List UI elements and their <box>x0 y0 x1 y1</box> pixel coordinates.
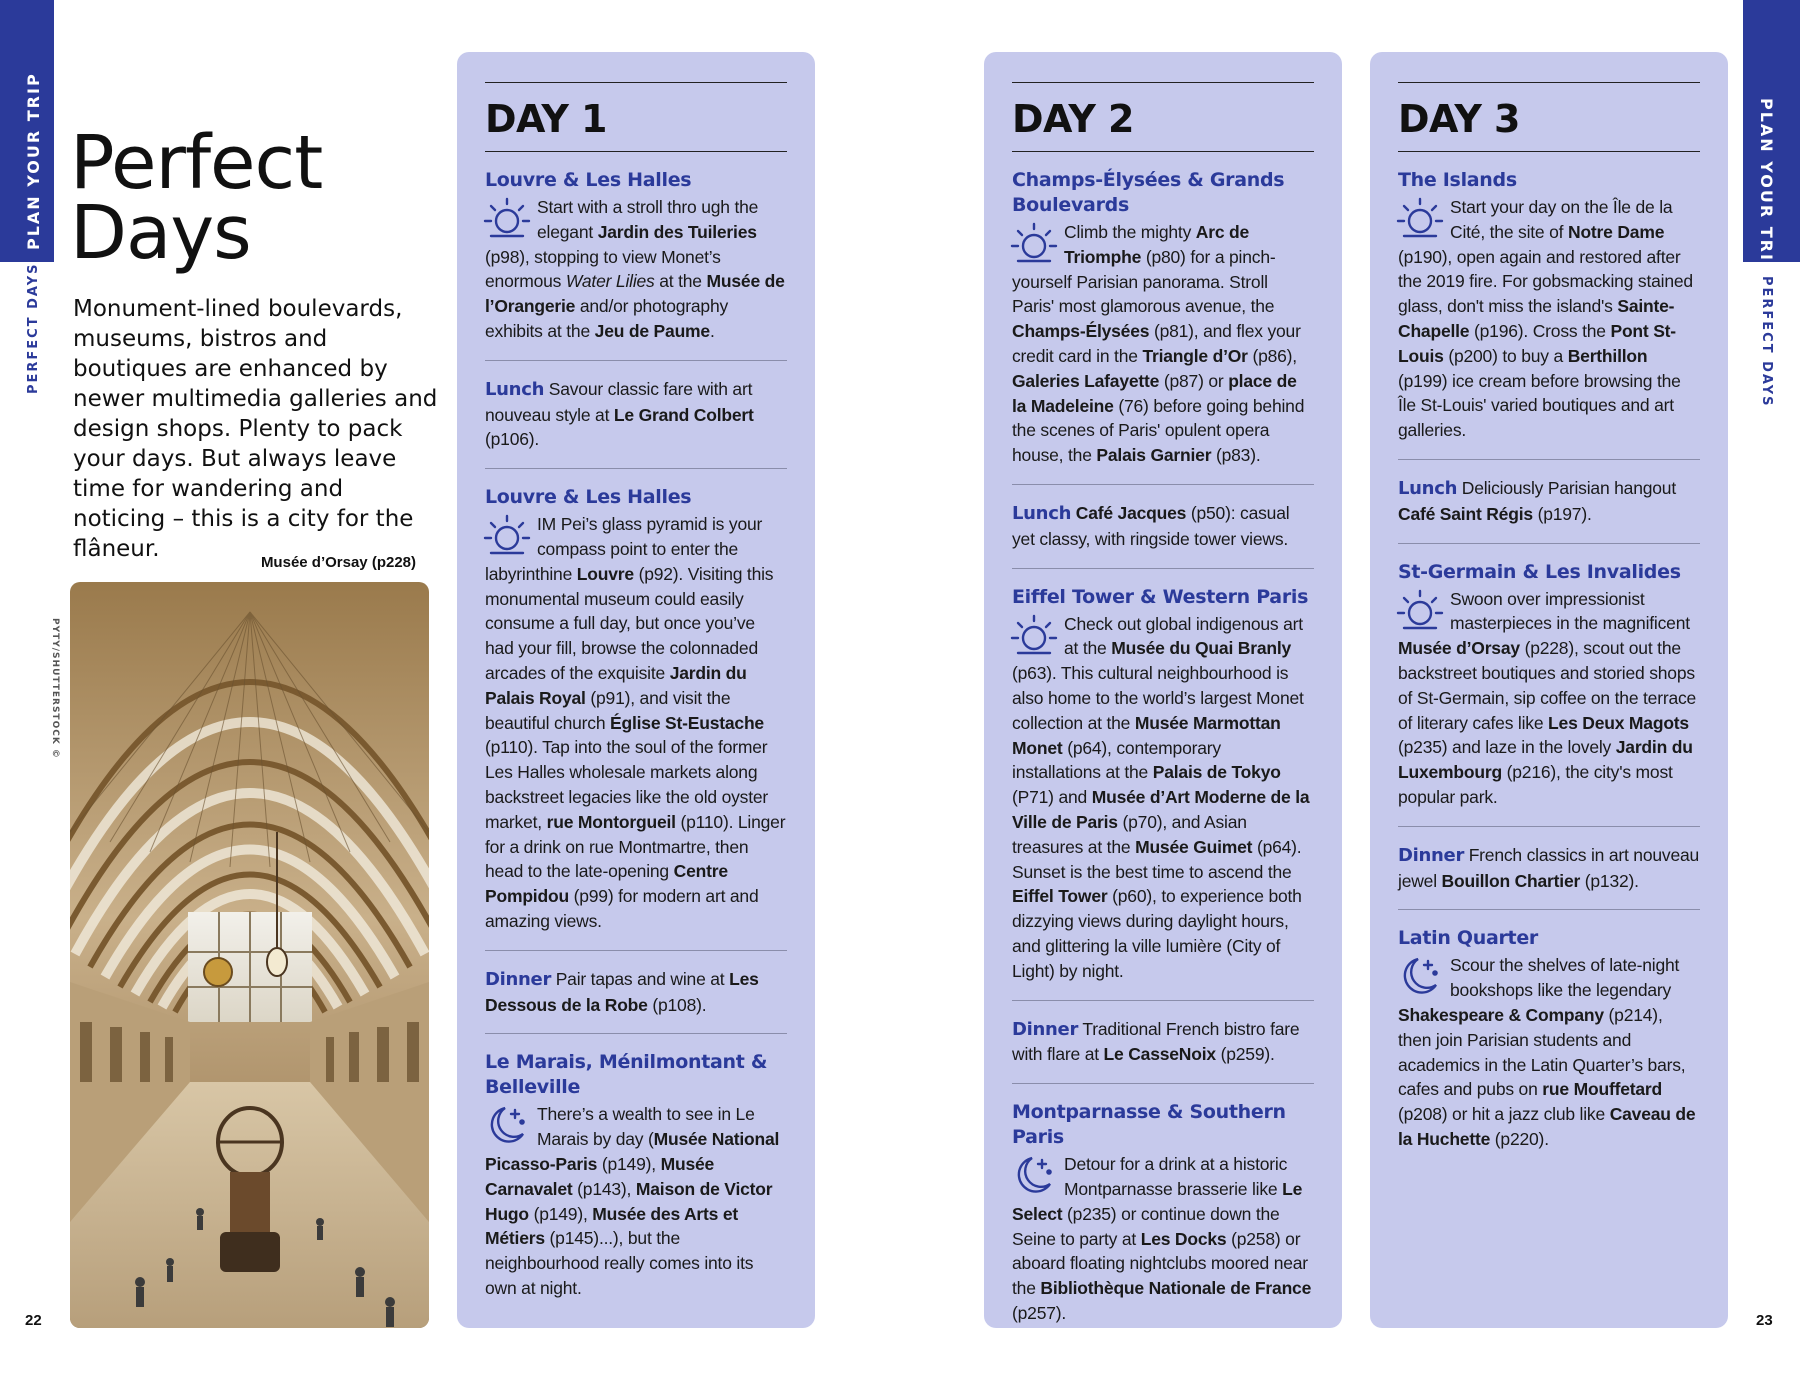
text-segment: (p86), <box>1247 345 1297 366</box>
meal-block-dinner <box>485 967 787 1035</box>
place-name: Le CasseNoix <box>1103 1044 1216 1065</box>
text-segment: French classics in art nouveau jewel <box>1398 844 1700 891</box>
sun-icon <box>1010 220 1058 264</box>
text-segment: Traditional French bistro fare with flare at <box>1012 1018 1300 1065</box>
text-segment: . <box>709 320 715 341</box>
meal-label: Lunch <box>1398 477 1458 499</box>
place-name: Le Select <box>1012 1178 1303 1224</box>
place-name: Palais Garnier <box>1096 445 1212 466</box>
block-text <box>485 195 787 344</box>
block-text <box>1398 843 1700 894</box>
text-segment: and/or photography exhibits at the <box>485 296 729 341</box>
text-segment: Start your day on the Île de la Cité, the site of <box>1450 197 1673 242</box>
day-title: DAY 3 <box>1398 82 1700 152</box>
place-name: Musée des Arts et Métiers <box>485 1203 739 1249</box>
block-heading: Champs-Élysées & Grands Boulevards <box>1012 169 1285 216</box>
sun-icon <box>1396 195 1444 239</box>
text-segment: (p92). Visiting this monumental museum could easily consume a full day, but once you’ve had your fill, browse the colonnaded arcades of the exquisite <box>485 563 774 683</box>
sun-icon <box>1010 612 1058 656</box>
place-name: Champs-Élysées <box>1012 321 1150 342</box>
day-card-1 <box>457 52 815 1328</box>
block-heading: Le Marais, Ménilmontant & Belleville <box>485 1051 768 1099</box>
place-name: Caveau de la Huchette <box>1398 1104 1696 1149</box>
block-heading: Louvre & Les Halles <box>485 169 692 191</box>
place-name: Palais de Tokyo <box>1152 762 1281 783</box>
text-segment: (p83). <box>1211 445 1261 466</box>
place-name: Jardin des Tuileries <box>597 221 757 242</box>
text-segment: (p259). <box>1215 1044 1275 1065</box>
musee-dorsay-photo <box>70 582 429 1328</box>
day-title: DAY 1 <box>485 82 787 152</box>
text-segment: (p258) or aboard floating nightclubs moored near the <box>1012 1228 1308 1299</box>
meal-label: Lunch <box>485 378 545 400</box>
text-segment: (p91), and visit the beautiful church <box>485 687 731 733</box>
meal-label: Dinner <box>1012 1018 1079 1040</box>
text-segment: (p200) to buy a <box>1443 345 1568 366</box>
text-segment: at the <box>654 271 707 292</box>
place-name: Les Docks <box>1140 1228 1227 1249</box>
text-segment: (p87) or <box>1159 370 1229 391</box>
text-segment: (p50): casual yet classy, with ringside tower views. <box>1012 502 1290 549</box>
text-segment: (p216), the city's most popular park. <box>1398 762 1673 807</box>
place-name: Notre Dame <box>1568 221 1665 242</box>
moon-icon <box>1396 953 1444 997</box>
place-name: rue Mouffetard <box>1542 1079 1662 1100</box>
text-segment: (p99) for modern art and amazing views. <box>485 886 759 931</box>
block-heading: Eiffel Tower & Western Paris <box>1012 585 1309 608</box>
place-name: Église St-Eustache <box>610 712 764 733</box>
place-name: Musée Guimet <box>1135 836 1253 857</box>
text-segment: (p60), to experience both dizzying views during daylight hours, and glittering la ville lumière (City of Light) by night. <box>1012 886 1302 981</box>
block-text <box>1012 501 1314 552</box>
place-name: Triangle d’Or <box>1142 345 1248 366</box>
place-name: Musée National Picasso-Paris <box>485 1129 780 1174</box>
sun-icon <box>483 512 531 556</box>
place-name: Galeries Lafayette <box>1012 370 1160 391</box>
block-text <box>485 1102 787 1300</box>
meal-block-lunch <box>1012 501 1314 569</box>
day-title: DAY 2 <box>1012 82 1314 152</box>
page-number-right: 23 <box>1756 1312 1773 1329</box>
place-name: Eiffel Tower <box>1012 886 1108 907</box>
itinerary-block <box>485 485 787 951</box>
meal-label: Dinner <box>485 968 552 990</box>
place-name: Jeu de Paume <box>594 320 710 341</box>
text-segment: (p63). This cultural neighbourhood is also home to the world’s largest Monet collection at the <box>1012 663 1304 733</box>
itinerary-block <box>485 1050 787 1316</box>
text-segment: (p108). <box>647 994 707 1015</box>
block-text <box>1398 953 1700 1151</box>
place-name: Musée Carnavalet <box>485 1153 715 1199</box>
place-name: Maison de Victor Hugo <box>485 1178 773 1224</box>
text-segment: (p98), stopping to view Monet’s enormous <box>485 246 721 292</box>
side-tab-perfect-days-left: PERFECT DAYS <box>26 262 41 394</box>
place-name: place de la Madeleine <box>1012 370 1297 416</box>
block-heading: St-Germain & Les Invalides <box>1398 560 1681 583</box>
place-name: Jardin du Palais Royal <box>485 662 747 708</box>
side-tab-perfect-days-right: PERFECT DAYS <box>1759 276 1774 408</box>
text-segment: (p64), contemporary installations at the <box>1012 737 1221 783</box>
itinerary-block <box>1012 585 1314 1001</box>
meal-block-lunch <box>485 377 787 469</box>
text-segment: Check out global indigenous art at the <box>1064 613 1303 659</box>
place-name: Sainte-Chapelle <box>1398 296 1675 341</box>
place-name: rue Montorgueil <box>546 811 676 832</box>
meal-block-dinner <box>1012 1017 1314 1085</box>
block-text <box>1012 1017 1314 1068</box>
itinerary-block <box>1012 168 1314 485</box>
itinerary-block <box>1012 1100 1314 1328</box>
day-blocks <box>1398 168 1700 1168</box>
page-title-line1: Perfect <box>70 120 323 206</box>
text-segment: (p208) or hit a jazz club like <box>1398 1104 1610 1125</box>
text-segment: (p106). <box>485 429 540 450</box>
block-text <box>1398 587 1700 810</box>
text-segment: (p235) or continue down the Seine to party at <box>1012 1203 1280 1249</box>
text-segment: (p190), open again and restored after the 2019 fire. For gobsmacking stained glass, don't miss the island's <box>1398 246 1693 317</box>
side-tab-plan-your-trip-left: PLAN YOUR TRIP <box>24 72 43 250</box>
place-name: Louvre <box>576 563 634 584</box>
block-text <box>485 377 787 452</box>
text-segment: (p145)...), but the neighbourhood really comes into its own at night. <box>485 1228 754 1298</box>
place-name: Berthillon <box>1567 345 1648 366</box>
day-card-2 <box>984 52 1342 1328</box>
text-segment: IM Pei’s glass pyramid is your compass point to enter the labyrinthine <box>485 514 763 584</box>
text-segment: Detour for a drink at a historic Montparnasse brasserie like <box>1064 1154 1288 1199</box>
side-tab-plan-your-trip-right: PLAN YOUR TRIP <box>1757 98 1776 276</box>
meal-block-lunch <box>1398 476 1700 544</box>
place-name: Jardin du Luxembourg <box>1398 737 1693 783</box>
block-heading: Montparnasse & Southern Paris <box>1012 1101 1286 1149</box>
text-segment: (p196). Cross the <box>1469 320 1611 341</box>
itinerary-block <box>1398 560 1700 827</box>
day-blocks <box>1012 168 1314 1328</box>
place-name: Les Deux Magots <box>1548 712 1689 733</box>
text-segment: (p132). <box>1580 870 1639 891</box>
place-name: Musée du Quai Branly <box>1111 638 1292 659</box>
text-segment: There’s a wealth to see in Le Marais by day ( <box>537 1104 755 1150</box>
text-segment: Climb the mighty <box>1064 222 1196 242</box>
meal-label: Dinner <box>1398 844 1465 866</box>
text-segment: (p70), and Asian treasures at the <box>1012 811 1247 857</box>
place-name: Centre Pompidou <box>485 861 728 907</box>
text-segment: (p235) and laze in the lovely <box>1398 737 1616 758</box>
page-number-left: 22 <box>25 1312 42 1329</box>
page-title <box>70 120 323 276</box>
meal-block-dinner <box>1398 843 1700 911</box>
block-text <box>1012 220 1314 468</box>
text-segment: (p220). <box>1490 1128 1549 1149</box>
text-segment: Deliciously Parisian hangout <box>1457 477 1676 498</box>
text-segment: Scour the shelves of late-night bookshops like the legendary <box>1450 955 1680 1001</box>
text-segment: (p143), <box>572 1178 636 1199</box>
block-text <box>1398 476 1700 527</box>
text-segment: (p149), <box>597 1153 661 1174</box>
text-segment: (p214), then join Parisian students and academics in the Latin Quarter’s bars, cafes and pubs on <box>1398 1004 1686 1100</box>
block-text <box>485 512 787 934</box>
text-segment: Start with a stroll thro ugh the elegant <box>537 197 759 242</box>
text-segment: (p64). Sunset is the best time to ascend the <box>1012 836 1302 882</box>
text-segment: (p257). <box>1012 1302 1067 1323</box>
text-segment: (p110). Tap into the soul of the former Les Halles wholesale markets along backstreet legacies like the old oyster market, <box>485 737 769 832</box>
text-segment: (p197). <box>1532 503 1592 524</box>
place-name: Arc de Triomphe <box>1064 222 1250 267</box>
sun-icon <box>483 195 531 239</box>
place-name: Le Grand Colbert <box>613 404 754 425</box>
place-name: Bouillon Chartier <box>1441 870 1581 891</box>
place-name: Musée de l’Orangerie <box>485 271 785 317</box>
text-segment: Water Lilies <box>565 271 655 292</box>
text-segment: (p110). Linger for a drink on rue Montmartre, then head to the late-opening <box>485 811 786 882</box>
page-title-line2: Days <box>70 190 251 276</box>
sun-icon <box>1396 587 1444 631</box>
photo-caption: Musée d’Orsay (p228) <box>260 554 416 571</box>
place-name: Café Jacques <box>1075 502 1187 523</box>
block-text <box>485 967 787 1018</box>
block-text <box>1012 612 1314 984</box>
text-segment: Pair tapas and wine at <box>551 968 730 989</box>
place-name: Bibliothèque Nationale de France <box>1040 1278 1312 1299</box>
itinerary-block <box>1398 168 1700 460</box>
meal-label: Lunch <box>1012 502 1072 524</box>
place-name: Musée d’Art Moderne de la Ville de Paris <box>1012 787 1310 832</box>
block-heading: The Islands <box>1398 169 1517 191</box>
itinerary-block <box>1398 926 1700 1167</box>
block-heading: Louvre & Les Halles <box>485 486 692 509</box>
text-segment: (p228), scout out the backstreet boutiques and storied shops of St-Germain, sip coffee on the terrace of literary cafes like <box>1398 638 1697 733</box>
text-segment: (p149), <box>528 1203 593 1224</box>
text-segment: Savour classic fare with art nouveau style at <box>485 378 753 425</box>
place-name: Musée Marmottan Monet <box>1012 712 1281 758</box>
block-heading: Latin Quarter <box>1398 927 1538 950</box>
place-name: Les Dessous de la Robe <box>485 968 759 1015</box>
day-card-3 <box>1370 52 1728 1328</box>
place-name: Shakespeare & Company <box>1398 1004 1604 1025</box>
block-text <box>1012 1152 1314 1326</box>
moon-icon <box>483 1102 531 1146</box>
text-segment: (p199) ice cream before browsing the Île St-Louis' varied boutiques and art galleries. <box>1398 370 1681 441</box>
text-segment: (p80) for a pinch-yourself Parisian panorama. Stroll Paris' most glamorous avenue, the <box>1012 246 1276 317</box>
itinerary-block <box>485 168 787 361</box>
moon-icon <box>1010 1152 1058 1196</box>
photo-credit: PYTY/SHUTTERSTOCK © <box>50 618 60 759</box>
place-name: Pont St-Louis <box>1398 320 1676 366</box>
text-segment: (76) before going behind the scenes of Paris' opulent opera house, the <box>1012 395 1305 466</box>
place-name: Café Saint Régis <box>1398 503 1533 524</box>
text-segment: Swoon over impressionist masterpieces in the magnificent <box>1450 588 1690 634</box>
day-blocks <box>485 168 787 1317</box>
block-text <box>1398 195 1700 443</box>
text-segment: (P71) and <box>1012 787 1092 808</box>
intro-paragraph: Monument-lined boulevards, museums, bistros and boutiques are enhanced by newer multimedia galleries and design shops. Plenty to pack your days. But always leave time for wandering and noticing – this is a city for the flâneur. <box>73 296 438 562</box>
place-name: Musée d’Orsay <box>1398 638 1520 659</box>
text-segment: (p81), and flex your credit card in the <box>1012 321 1301 366</box>
